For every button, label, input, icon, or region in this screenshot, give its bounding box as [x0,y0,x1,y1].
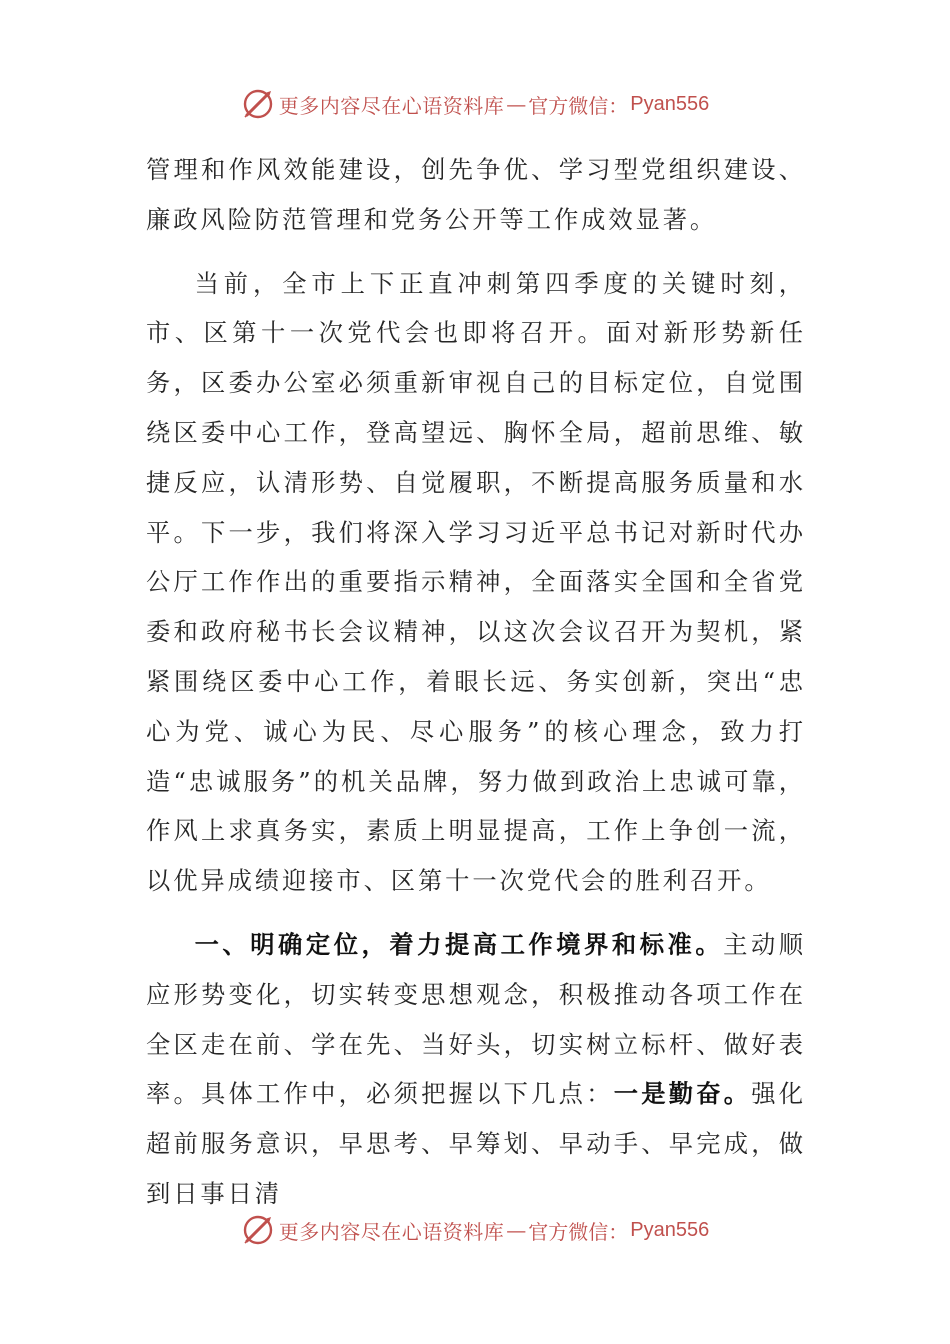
pen-circle-logo-icon [241,1213,275,1247]
paragraph-2 [146,259,806,906]
paragraph-3 [146,920,806,1219]
document-body [146,145,806,1219]
paragraph-3-text-a: 主动顺应形势变化，切实转变思想观念，积极推动各项工作在全区走在前、学在先、当好头，切实树立标杆、做好表率。具体工作中，必须把握以下几点： [146,929,806,1109]
sub-heading: 一是勤奋。 [613,1079,752,1109]
banner-wechat-label: 官方微信： [528,1219,629,1244]
banner-wechat-id: Pyan556 [630,92,710,115]
paragraph-1-text: 管理和作风效能建设，创先争优、学习型党组织建设、廉政风险防范管理和党务公开等工作成效显著。 [146,155,806,234]
pen-circle-logo-icon [241,87,275,121]
banner-wechat-id: Pyan556 [630,1218,710,1241]
paragraph-3-text-b: 强化超前服务意识，早思考、早筹划、早动手、早完成，做到日事日清 [146,1079,806,1208]
banner-dash: — [506,1218,527,1242]
banner-brand: 更多内容尽在心语资料库 [278,93,505,118]
watermark-banner-top [0,84,950,124]
banner-brand: 更多内容尽在心语资料库 [278,1219,505,1244]
watermark-banner-bottom [0,1210,950,1250]
section-heading: 一、明确定位，着力提高工作境界和标准。 [194,929,724,959]
paragraph-2-text: 当前，全市上下正直冲刺第四季度的关键时刻，市、区第十一次党代会也即将召开。面对新形势新任务，区委办公室必须重新审视自己的目标定位，自觉围绕区委中心工作，登高望远、胸怀全局，超前思维、敏捷反应，认清形势、自觉履职，不断提高服务质量和水平。下一步，我们将深入学习习近平总书记对新时代办公厅工作作出的重要指示精神，全面落实全国和全省党委和政府秘书长会议精神，以这次会议召开为契机，紧紧围绕区委中心工作，着眼长远、务实创新，突出“忠心为党、诚心为民、尽心服务”的核心理念，致力打造“忠诚服务”的机关品牌，努力做到政治上忠诚可靠，作风上求真务实，素质上明显提高，工作上争创一流，以优异成绩迎接市、区第十一次党代会的胜利召开。 [146,268,806,896]
banner-wechat-label: 官方微信： [528,93,629,118]
paragraph-1 [146,145,806,245]
banner-dash: — [506,92,527,116]
